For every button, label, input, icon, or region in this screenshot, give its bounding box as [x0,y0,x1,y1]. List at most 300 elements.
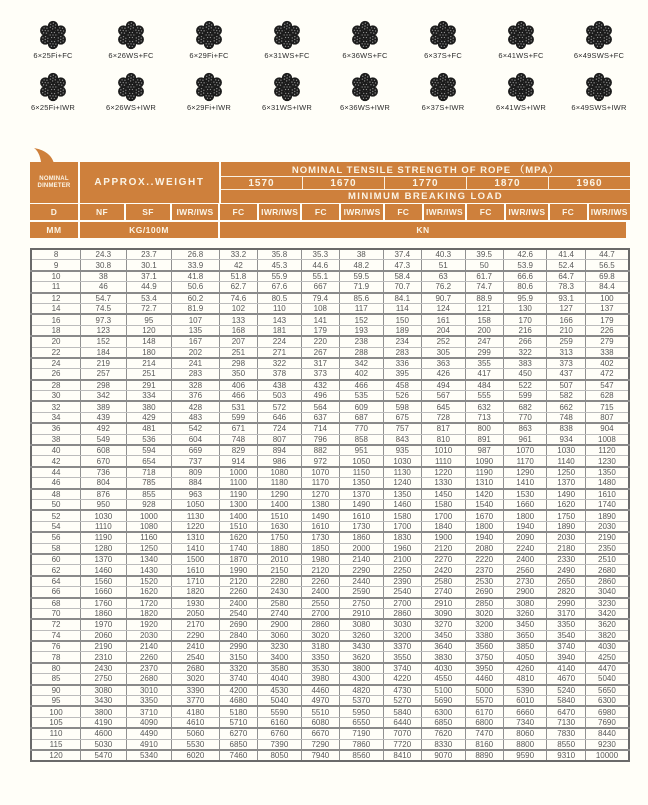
cell-value: 891 [465,434,503,445]
cell-diameter: 26 [31,369,81,380]
cell-value: 3350 [547,619,585,630]
cell-value: 1620 [547,499,585,510]
cell-value: 1250 [547,467,585,478]
cell-value: 1700 [383,521,421,532]
cell-value: 2750 [81,674,127,685]
cell-value: 6300 [422,706,466,717]
cell-value: 1610 [172,565,220,576]
col-header-iwr-1960: IWR/IWS [589,204,630,220]
cell-value: 1220 [422,467,466,478]
cell-value: 1080 [126,521,172,532]
cell-value: 135 [172,325,220,336]
cell-value: 2590 [340,587,384,598]
header-row-columns [30,204,630,220]
cell-value: 7130 [547,717,585,728]
rope-diagram [92,8,170,60]
cell-value: 9070 [422,750,466,761]
cell-value: 395 [383,369,421,380]
cell-value: 2370 [465,565,503,576]
cell-value: 3450 [422,630,466,641]
rope-cross-section-icon [114,71,148,103]
cell-value: 184 [81,347,127,358]
cell-value: 67.6 [258,282,302,293]
cell-value: 6850 [422,717,466,728]
table-row [31,401,629,412]
cell-value: 350 [219,369,257,380]
rope-diagram [482,8,560,60]
cell-diameter: 62 [31,565,81,576]
cell-value: 373 [547,358,585,369]
cell-diameter: 60 [31,554,81,565]
rope-cross-section-icon [504,71,538,103]
cell-value: 4030 [422,663,466,674]
cell-diameter: 105 [31,717,81,728]
cell-value: 8560 [340,750,384,761]
cell-value: 2050 [172,608,220,619]
cell-value: 417 [465,369,503,380]
cell-value: 90.7 [422,293,466,304]
cell-value: 2120 [301,565,339,576]
cell-value: 9590 [503,750,547,761]
cell-value: 63 [422,271,466,282]
cell-value: 322 [258,358,302,369]
cell-value: 81.9 [172,303,220,314]
cell-value: 180 [126,347,172,358]
cell-diameter: 36 [31,423,81,434]
cell-value: 80.5 [258,293,302,304]
cell-value: 547 [585,380,629,391]
cell-value: 3540 [547,630,585,641]
cell-value: 728 [422,412,466,423]
cell-value: 1490 [340,499,384,510]
cell-value: 33.9 [172,260,220,271]
cell-value: 4470 [585,663,629,674]
cell-value: 2860 [383,608,421,619]
cell-value: 5000 [465,685,503,696]
cell-value: 1290 [258,489,302,500]
cell-diameter: 54 [31,521,81,532]
cell-value: 3080 [81,685,127,696]
table-row [31,510,629,521]
rope-cross-section-icon [36,71,70,103]
table-row [31,728,629,739]
cell-diameter: 44 [31,467,81,478]
cell-value: 2690 [465,587,503,598]
cell-value: 2540 [383,587,421,598]
cell-value: 2120 [422,543,466,554]
cell-value: 884 [172,478,220,489]
rope-diagram [170,8,248,60]
cell-value: 3230 [585,598,629,609]
cell-value: 7290 [301,739,339,750]
cell-value: 1160 [126,532,172,543]
cell-value: 299 [465,347,503,358]
cell-value: 3770 [172,696,220,707]
table-row [31,706,629,717]
cell-value: 1610 [585,489,629,500]
cell-value: 3740 [547,641,585,652]
cell-value: 1270 [301,489,339,500]
cell-value: 166 [547,314,585,325]
cell-value: 2260 [126,652,172,663]
cell-value: 5650 [585,685,629,696]
grade-1870: 1870 [466,177,548,189]
cell-value: 76.2 [422,282,466,293]
cell-value: 298 [219,358,257,369]
cell-value: 3150 [219,652,257,663]
cell-value: 62.7 [219,282,257,293]
cell-value: 168 [219,325,257,336]
cell-value: 429 [126,412,172,423]
cell-value: 202 [172,347,220,358]
cell-value: 2510 [585,554,629,565]
cell-value: 51 [422,260,466,271]
cell-value: 1960 [383,543,421,554]
cell-value: 252 [422,336,466,347]
cell-value: 1420 [465,489,503,500]
cell-value: 3260 [340,630,384,641]
cell-value: 2410 [172,641,220,652]
cell-value: 3350 [126,696,172,707]
rope-diagram [92,60,170,112]
cell-value: 1890 [585,510,629,521]
cell-value: 3180 [301,641,339,652]
cell-value: 2310 [81,652,127,663]
tensile-strength-header [221,162,630,203]
cell-value: 338 [585,347,629,358]
nominal-diameter-line2: DINMETER [37,182,71,189]
cell-value: 4140 [547,663,585,674]
cell-value: 55.1 [301,271,339,282]
cell-value: 143 [258,314,302,325]
rope-diagram [248,8,326,60]
cell-value: 1400 [219,510,257,521]
cell-value: 785 [126,478,172,489]
cell-value: 170 [503,314,547,325]
cell-value: 1510 [258,510,302,521]
cell-value: 3390 [172,685,220,696]
cell-value: 1940 [465,532,503,543]
rope-cross-section-icon [426,19,460,51]
cell-value: 810 [422,434,466,445]
cell-value: 3620 [340,652,384,663]
cell-value: 4460 [301,685,339,696]
cell-value: 536 [126,434,172,445]
cell-value: 1030 [383,456,421,467]
cell-value: 604 [172,434,220,445]
cell-value: 24.3 [81,249,127,260]
cell-value: 1660 [503,499,547,510]
cell-value: 110 [258,303,302,314]
cell-value: 555 [465,391,503,402]
cell-value: 152 [340,314,384,325]
cell-value: 224 [258,336,302,347]
header-row-units [30,222,630,238]
cell-value: 496 [301,391,339,402]
cell-value: 3710 [126,706,172,717]
cell-value: 1800 [465,521,503,532]
table-row [31,303,629,314]
cell-value: 161 [422,314,466,325]
cell-diameter: 120 [49,751,63,761]
table-row [31,478,629,489]
cell-value: 986 [258,456,302,467]
cell-value: 829 [219,445,257,456]
cell-value: 1090 [465,456,503,467]
col-header-iwr: IWR/IWS [172,204,218,220]
cell-value: 817 [422,423,466,434]
rope-cross-section-icon [582,19,616,51]
cell-value: 66.6 [503,271,547,282]
cell-value: 1660 [81,587,127,598]
cell-value: 2270 [422,554,466,565]
cell-value: 876 [81,489,127,500]
cell-diameter: 95 [31,696,81,707]
cell-value: 4820 [340,685,384,696]
cell-diameter: 78 [31,652,81,663]
cell-value: 1340 [126,554,172,565]
cell-value: 376 [172,391,220,402]
cell-value: 35.3 [301,249,339,260]
cell-value: 2390 [383,576,421,587]
cell-value: 714 [301,423,339,434]
cell-value: 1130 [172,510,220,521]
cell-value: 2140 [340,554,384,565]
cell-value: 6800 [465,717,503,728]
cell-value: 2750 [340,598,384,609]
cell-value: 1710 [172,576,220,587]
cell-value: 483 [172,412,220,423]
cell-value: 1800 [503,510,547,521]
cell-value: 4670 [547,674,585,685]
cell-value: 5030 [81,739,127,750]
cell-value: 402 [585,358,629,369]
cell-value: 503 [258,391,302,402]
cell-value: 598 [383,401,421,412]
cell-value: 507 [547,380,585,391]
cell-value: 35.8 [258,249,302,260]
table-row [31,325,629,336]
rope-cross-section-icon [504,19,538,51]
cell-value: 863 [503,423,547,434]
cell-value: 6020 [172,750,220,761]
col-header-iwr-1870: IWR/IWS [506,204,547,220]
cell-value: 632 [465,401,503,412]
cell-value: 494 [422,380,466,391]
tensile-strength-title: NOMINAL TENSILE STRENGTH OF ROPE （MPA） [221,162,630,177]
cell-value: 6160 [258,717,302,728]
cell-value: 114 [383,303,421,314]
cell-value: 2730 [503,576,547,587]
cell-diameter: 56 [31,532,81,543]
cell-value: 5950 [340,706,384,717]
cell-value: 6080 [301,717,339,728]
cell-value: 3640 [422,641,466,652]
cell-value: 6850 [219,739,257,750]
cell-value: 8050 [258,750,302,761]
rope-construction-label: 6×26WS+IWR [106,103,156,112]
cell-value: 7070 [383,728,421,739]
cell-value: 51.8 [219,271,257,282]
cell-value: 72.7 [126,303,172,314]
cell-value: 4600 [81,728,127,739]
cell-value: 207 [219,336,257,347]
cell-value: 2260 [301,576,339,587]
rope-diagram [560,60,638,112]
col-header-iwr-1570: IWR/IWS [259,204,300,220]
table-row [31,576,629,587]
cell-diameter: 22 [31,347,81,358]
cell-value: 2280 [258,576,302,587]
cell-value: 4730 [383,685,421,696]
cell-value: 200 [465,325,503,336]
cell-value: 3370 [383,641,421,652]
cell-diameter: 18 [31,325,81,336]
cell-value: 53.9 [503,260,547,271]
cell-value: 7690 [585,717,629,728]
cell-value: 426 [422,369,466,380]
cell-diameter: 68 [31,598,81,609]
cell-value: 3270 [422,619,466,630]
cell-value: 2370 [126,663,172,674]
cell-value: 56.5 [585,260,629,271]
rope-cross-section-icon [348,71,382,103]
cell-value: 1350 [340,478,384,489]
cell-value: 3020 [172,674,220,685]
cell-value: 117 [340,303,384,314]
cell-value: 1740 [219,543,257,554]
cell-value: 450 [503,369,547,380]
cell-value: 1130 [383,467,421,478]
rope-construction-label: 6×25Fi+IWR [30,103,76,112]
cell-value: 1670 [465,510,503,521]
cell-value: 6300 [585,696,629,707]
cell-value: 5180 [219,706,257,717]
cell-value: 322 [503,347,547,358]
cell-value: 4220 [383,674,421,685]
cell-value: 95 [126,314,172,325]
cell-value: 3850 [503,641,547,652]
cell-value: 5390 [503,685,547,696]
cell-value: 313 [547,347,585,358]
cell-value: 8060 [503,728,547,739]
cell-value: 1230 [585,456,629,467]
cell-value: 100 [585,293,629,304]
cell-value: 1830 [383,532,421,543]
cell-value: 3430 [340,641,384,652]
cell-value: 5530 [172,739,220,750]
cell-value: 437 [547,369,585,380]
cell-value: 30.8 [81,260,127,271]
cell-value: 3740 [383,663,421,674]
cell-value: 5840 [383,706,421,717]
rope-construction-label: 6×31WS+IWR [262,103,312,112]
cell-value: 5710 [219,717,257,728]
cell-value: 713 [465,412,503,423]
cell-value: 181 [258,325,302,336]
table-row [31,423,629,434]
cell-value: 226 [585,325,629,336]
cell-value: 3030 [383,619,421,630]
cell-value: 1460 [81,565,127,576]
cell-value: 5590 [258,706,302,717]
cell-value: 1370 [81,554,127,565]
rope-cross-section-icon [582,71,616,103]
cell-value: 2420 [422,565,466,576]
rope-construction-label: 6×29Fi+IWR [186,103,232,112]
cell-value: 2150 [258,565,302,576]
cell-value: 30.1 [126,260,172,271]
table-row [31,587,629,598]
rope-diagram [326,8,404,60]
cell-value: 428 [172,401,220,412]
cell-value: 259 [547,336,585,347]
cell-value: 599 [219,412,257,423]
cell-value: 3560 [465,641,503,652]
cell-value: 466 [219,391,257,402]
cell-value: 2580 [422,576,466,587]
cell-value: 78.3 [547,282,585,293]
cell-value: 71.9 [340,282,384,293]
cell-value: 526 [383,391,421,402]
cell-value: 44.9 [126,282,172,293]
cell-diameter: 100 [31,706,81,717]
cell-value: 44.7 [585,249,629,260]
cell-value: 1630 [258,521,302,532]
cell-value: 8410 [383,750,421,761]
cell-value: 1870 [219,554,257,565]
cell-value: 4530 [258,685,302,696]
cell-value: 1820 [126,608,172,619]
cell-value: 54.7 [81,293,127,304]
cell-value: 2180 [547,543,585,554]
cell-diameter: 50 [31,499,81,510]
table-row [31,336,629,347]
cell-value: 7390 [258,739,302,750]
cell-value: 2030 [547,532,585,543]
cell-value: 141 [301,314,339,325]
cell-value: 2680 [126,674,172,685]
cell-value: 4180 [172,706,220,717]
cell-value: 3740 [219,674,257,685]
cell-value: 1560 [81,576,127,587]
cell-value: 124 [422,303,466,314]
cell-value: 1890 [547,521,585,532]
cell-value: 5370 [340,696,384,707]
cell-value: 50.6 [172,282,220,293]
cell-value: 1900 [422,532,466,543]
rope-diagram [326,60,404,112]
cell-value: 645 [422,401,466,412]
table-row [31,619,629,630]
cell-value: 950 [81,499,127,510]
cell-value: 838 [547,423,585,434]
cell-value: 961 [503,434,547,445]
table-row [31,608,629,619]
cell-value: 9230 [585,739,629,750]
cell-value: 2860 [301,619,339,630]
rope-diagrams [0,0,648,112]
rope-construction-label: 6×49SWS+FC [573,51,625,60]
cell-value: 38 [81,271,127,282]
cell-value: 4030 [585,641,629,652]
table-row [31,249,629,260]
cell-value: 38 [340,249,384,260]
cell-diameter: 85 [31,674,81,685]
cell-value: 334 [126,391,172,402]
cell-value: 2120 [219,576,257,587]
cell-value: 4550 [422,674,466,685]
